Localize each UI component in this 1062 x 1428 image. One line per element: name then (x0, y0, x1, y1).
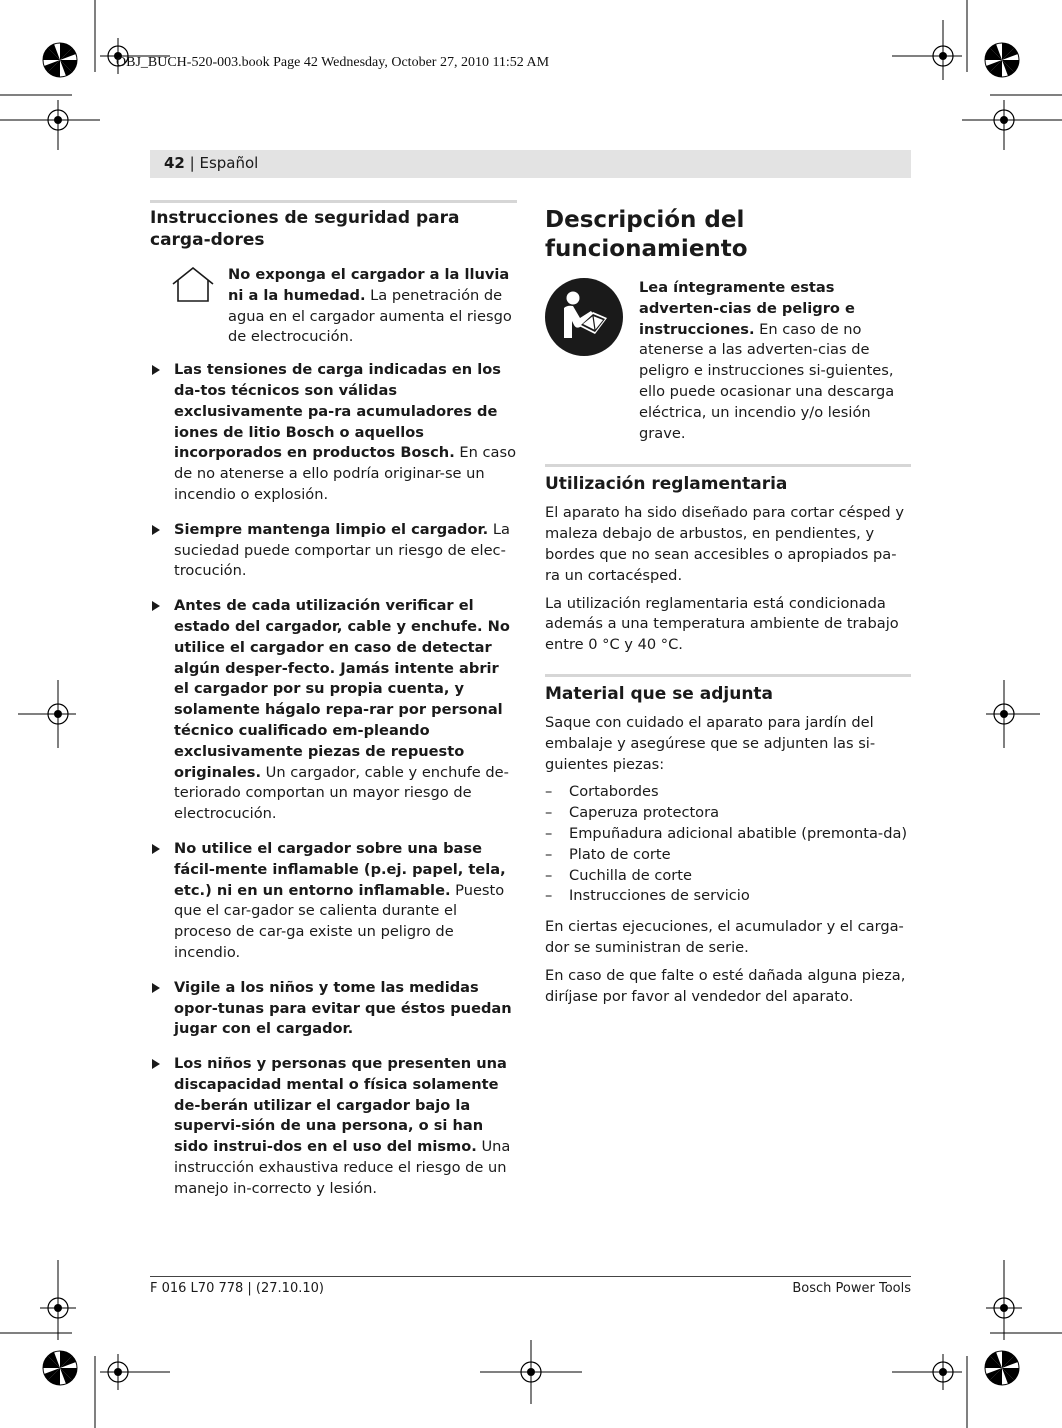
bullet-text: La suciedad puede comportar un riesgo de elec-trocución. (174, 520, 510, 580)
list-item-text: Empuñadura adicional abatible (premonta-da) (569, 824, 908, 842)
bullet-bold: Siempre mantenga limpio el cargador. (174, 520, 489, 538)
warning-text (228, 265, 517, 348)
water-warning (150, 265, 517, 348)
right-column (545, 206, 911, 1014)
bullet-bold: Los niños y personas que presenten una discapacidad mental o física solamente de-berán utilizar el cargador bajo la supervi-sión de una persona, o si han sido instrui-dos en el uso del mismo. (174, 1055, 507, 1156)
list-item (150, 1054, 517, 1200)
bullet-triangle-icon (152, 525, 160, 535)
delivery-section (545, 674, 911, 1007)
intended-use-heading: Utilización reglamentaria (545, 474, 788, 495)
header-language: Español (199, 154, 259, 172)
section-title-charger-safety: Instrucciones de seguridad para carga-dores (150, 208, 460, 250)
intended-use-paragraph: El aparato ha sido diseñado para cortar césped y maleza debajo de arbustos, en pendientes, y bordes que no sean accesibles o apropiados pa-ra un cortacésped. (545, 504, 904, 584)
bullet-triangle-icon (152, 365, 160, 375)
list-item (150, 839, 517, 964)
page-header-bar (150, 150, 911, 178)
dash-marker: – (545, 845, 553, 863)
list-item (545, 886, 911, 907)
list-item-text: Caperuza protectora (569, 804, 720, 822)
footer-doc-number: F 016 L70 778 | (27.10.10) (150, 1281, 324, 1296)
list-item (545, 803, 911, 824)
read-instructions-notice (545, 278, 911, 444)
footer-rule (150, 1276, 911, 1277)
delivery-intro: Saque con cuidado el aparato para jardín del embalaje y asegúrese que se adjunten las si-guientes piezas: (545, 713, 876, 773)
list-item-text: Cortabordes (569, 783, 659, 801)
delivery-list (545, 782, 911, 907)
read-manual-icon (545, 278, 639, 444)
list-item (545, 782, 911, 803)
safety-bullet-list (150, 360, 517, 1199)
read-notice-text (639, 278, 911, 444)
list-item (545, 845, 911, 866)
title-line-2: funcionamiento (545, 236, 748, 262)
list-item (150, 596, 517, 825)
left-column (150, 200, 517, 1214)
header-separator: | (184, 154, 200, 172)
list-item (545, 824, 911, 845)
bullet-text: Puesto que el car-gador se calienta durante el proceso de car-ga existe un peligro de incendio. (174, 881, 505, 961)
warning-bold: No exponga el cargador a la lluvia ni a la humedad. (228, 266, 510, 304)
read-notice-body: En caso de no atenerse a las adverten-cias de peligro e instrucciones si-guientes, ello puede ocasionar una descarga eléctrica, un incendio y/o lesión grave. (639, 320, 895, 442)
read-notice-bold: Lea íntegramente estas adverten-cias de peligro e instrucciones. (639, 279, 855, 338)
intended-use-paragraph: La utilización reglamentaria está condicionada además a una temperatura ambiente de trabajo entre 0 °C y 40 °C. (545, 594, 899, 654)
dash-marker: – (545, 783, 553, 801)
dash-marker: – (545, 824, 553, 842)
page-number: 42 (164, 154, 185, 172)
bullet-bold: Las tensiones de carga indicadas en los da-tos técnicos son válidas exclusivamente pa-ra acumuladores de iones de litio Bosch o aquellos incorporados en productos Bosch. (174, 361, 501, 462)
bullet-bold: No utilice el cargador sobre una base fácil-mente inflamable (p.ej. papel, tela, etc.) ni en un entorno inflamable. (174, 839, 506, 899)
dash-marker: – (545, 887, 553, 905)
bullet-triangle-icon (152, 844, 160, 854)
page-header (164, 154, 258, 172)
list-item (150, 978, 517, 1040)
dash-marker: – (545, 804, 553, 822)
section-title-function-description (545, 206, 911, 264)
bullet-text: En caso de no atenerse a ello podría originar-se un incendio o explosión. (174, 444, 516, 503)
house-icon (150, 265, 228, 348)
list-item (545, 866, 911, 887)
list-item-text: Instrucciones de servicio (569, 887, 750, 905)
bullet-triangle-icon (152, 601, 160, 611)
bullet-triangle-icon (152, 983, 160, 993)
list-item-text: Plato de corte (569, 845, 671, 863)
delivery-paragraph: En caso de que falte o esté dañada alguna pieza, diríjase por favor al vendedor del aparato. (545, 966, 906, 1005)
bullet-bold: Vigile a los niños y tome las medidas opor-tunas para evitar que éstos puedan jugar con el cargador. (174, 978, 512, 1038)
intended-use-section (545, 464, 911, 656)
file-slug: OBJ_BUCH-520-003.book Page 42 Wednesday, October 27, 2010 11:52 AM (116, 55, 550, 70)
warning-body: La penetración de agua en el cargador aumenta el riesgo de electrocución. (228, 286, 512, 346)
list-item (150, 360, 517, 506)
dash-marker: – (545, 866, 553, 884)
delivery-heading: Material que se adjunta (545, 683, 774, 704)
list-item (150, 520, 517, 582)
delivery-paragraph: En ciertas ejecuciones, el acumulador y el carga-dor se suministran de serie. (545, 918, 904, 956)
list-item-text: Cuchilla de corte (569, 866, 692, 884)
bullet-text: Un cargador, cable y enchufe de-teriorado comportan un mayor riesgo de electrocución. (174, 763, 509, 823)
bullet-triangle-icon (152, 1059, 160, 1069)
title-line-1: Descripción del (545, 207, 745, 233)
footer-brand: Bosch Power Tools (792, 1281, 911, 1296)
bullet-bold: Antes de cada utilización verificar el estado del cargador, cable y enchufe. No utilice el cargador en caso de detectar algún desper-fecto. Jamás intente abrir el cargador por su propia cuenta, y solamente hágalo repa-rar por personal técnico cualificado em-pleando exclusivamente piezas de repuesto originales. (174, 597, 510, 781)
bullet-text: Una instrucción exhaustiva reduce el riesgo de un manejo in-correcto y lesión. (174, 1138, 511, 1197)
